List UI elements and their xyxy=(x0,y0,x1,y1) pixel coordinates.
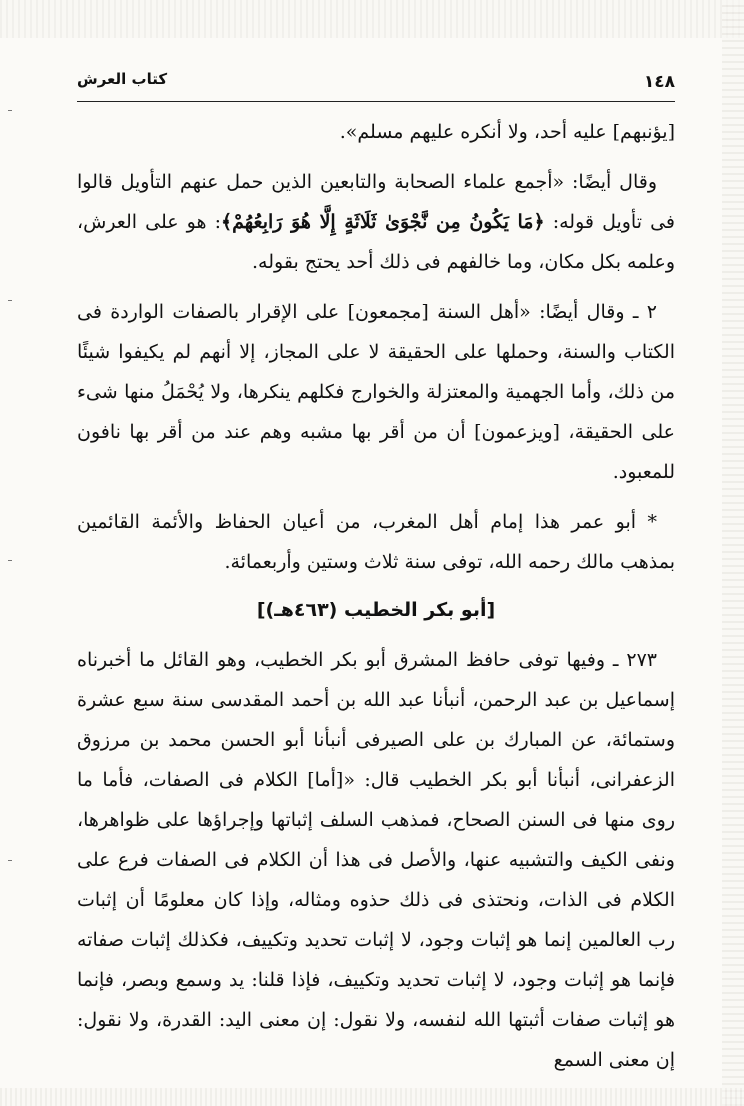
paragraph-quote-2: ٢ ـ وقال أيضًا: «أهل السنة [مجمعون] على الإقرار بالصفات الواردة فى الكتاب والسنة، وحملها على الحقيقة لا على المجاز، إلا أنهم لم يكيفوا شيئًا من ذلك، وأما الجهمية والمعتزلة والخوارج فكلهم ينكرها، ولا يُحْمَلُ منها شىء على الحقيقة، [ويزعمون] أن من أقر بها مشبه وهم عند من أقر بها نافون للمعبود. xyxy=(77,301,675,483)
paragraph-continuation: [يؤنبهم] عليه أحد، ولا أنكره عليهم مسلم». xyxy=(339,121,675,143)
paragraph-273: ٢٧٣ ـ وفيها توفى حافظ المشرق أبو بكر الخطيب، وهو القائل ما أخبرناه إسماعيل بن عبد الرحمن، أنبأنا عبد الله بن أحمد المقدسى سنة سبع عشرة وستمائة، عن المبارك بن على الصيرفى أنبأنا أبو الحسن محمد بن مرزوق الزعفرانى، أنبأنا أبو بكر الخطيب قال: «[أما] الكلام فى الصفات، فأما ما روى منها فى السنن الصحاح، فمذهب السلف إثباتها وإجراؤها على ظواهرها، ونفى الكيف والتشبيه عنها، والأصل فى هذا أن الكلام فى الصفات فرع على الكلام فى الذات، ونحتذى فى ذلك حذوه ومثاله، وإذا كان معلومًا أن إثبات رب العالمين إنما هو إثبات وجود، لا إثبات تحديد وتكييف، فكذلك إثبات صفاته فإنما هو إثبات وجود، لا إثبات تحديد وتكييف، فإذا قلنا: يد وسمع وبصر، فإنما هو إثبات صفات أثبتها الله لنفسه، ولا نقول: إن معنى اليد: القدرة، ولا نقول: إن معنى السمع xyxy=(77,649,675,1071)
page-number: ١٤٨ xyxy=(643,72,675,92)
paragraph-footnote: * أبو عمر هذا إمام أهل المغرب، من أعيان الحفاظ والأئمة القائمين بمذهب مالك رحمه الله، توفى سنة ثلاث وستين وأربعمائة. xyxy=(77,511,675,573)
scan-mark xyxy=(8,860,12,861)
paragraph-text: وقال أيضًا: «أجمع علماء الصحابة والتابعين الذين حمل عنهم التأويل قالوا فى تأويل قوله: xyxy=(77,171,675,233)
quran-verse: ﴿مَا يَكُونُ مِن نَّجْوَىٰ ثَلَاثَةٍ إِلَّا هُوَ رَابِعُهُمْ﴾ xyxy=(221,211,545,233)
scan-mark xyxy=(8,300,12,301)
header-rule xyxy=(77,101,675,102)
running-title: كتاب العرش xyxy=(77,70,168,88)
scan-border-top xyxy=(0,0,744,38)
paragraph-text: : هو على العرش، وعلمه بكل مكان، وما خالفهم فى ذلك أحد يحتج بقوله. xyxy=(77,211,675,273)
section-heading: [أبو بكر الخطيب (٤٦٣هـ)] xyxy=(256,599,496,621)
page-body xyxy=(77,112,675,1080)
scan-mark xyxy=(8,110,12,111)
scan-border-bottom xyxy=(0,1088,744,1106)
scan-border-right xyxy=(722,0,744,1106)
paragraph-quote-1 xyxy=(77,162,675,282)
page-header xyxy=(77,66,675,96)
scan-mark xyxy=(8,560,12,561)
